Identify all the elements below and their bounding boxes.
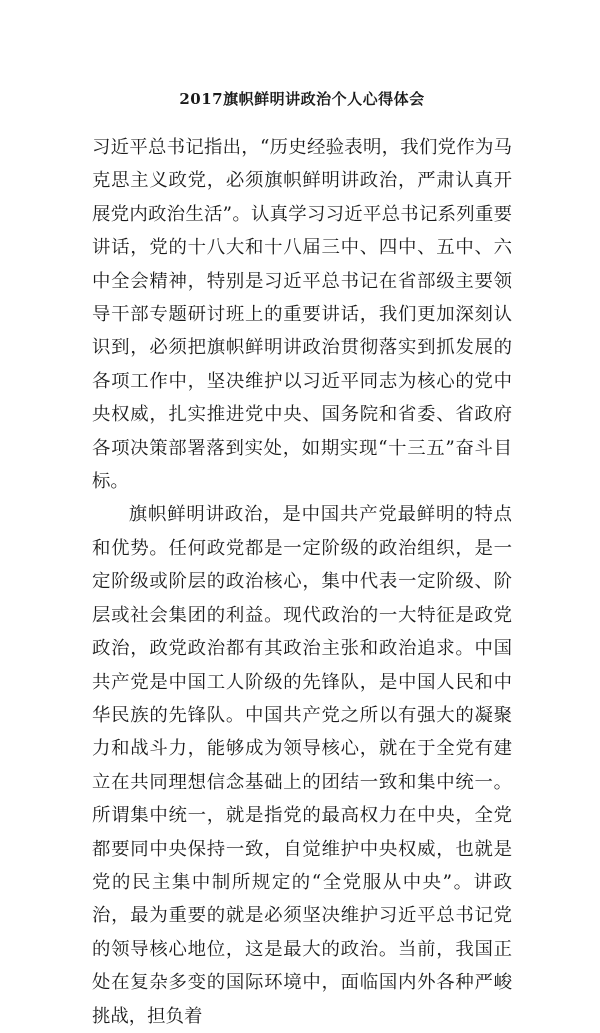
paragraph-1: 习近平总书记指出，“历史经验表明，我们党作为马克思主义政党，必须旗帜鲜明讲政治，严肃认真开展党内政治生活”。认真学习习近平总书记系列重要讲话，党的十八大和十八届三中、四中、五中、六中全会精神，特别是习近平总书记在省部级主要领导干部专题研讨班上的重要讲话，我们更加深刻认识到，必须把旗帜鲜明讲政治贯彻落实到抓发展的各项工作中，坚决维护以习近平同志为核心的党中央权威，扎实推进党中央、国务院和省委、省政府各项决策部署落到实处，如期实现“十三五”奋斗目标。: [92, 137, 512, 493]
document-title: 2017旗帜鲜明讲政治个人心得体会: [179, 90, 425, 108]
paragraph-2: 旗帜鲜明讲政治，是中国共产党最鲜明的特点和优势。任何政党都是一定阶级的政治组织，是一定阶级或阶层的政治核心，集中代表一定阶级、阶层或社会集团的利益。现代政治的一大特征是政党政治，政党政治都有其政治主张和政治追求。中国共产党是中国工人阶级的先锋队，是中国人民和中华民族的先锋队。中国共产党之所以有强大的凝聚力和战斗力，能够成为领导核心，就在于全党有建立在共同理想信念基础上的团结一致和集中统一。所谓集中统一，就是指党的最高权力在中央，全党都要同中央保持一致，自觉维护中央权威，也就是党的民主集中制所规定的“全党服从中央”。讲政治，最为重要的就是必须坚决维护习近平总书记党的领导核心地位，这是最大的政治。当前，我国正处在复杂多变的国际环境中，面临国内外各种严峻挑战，担负着: [92, 504, 512, 1027]
